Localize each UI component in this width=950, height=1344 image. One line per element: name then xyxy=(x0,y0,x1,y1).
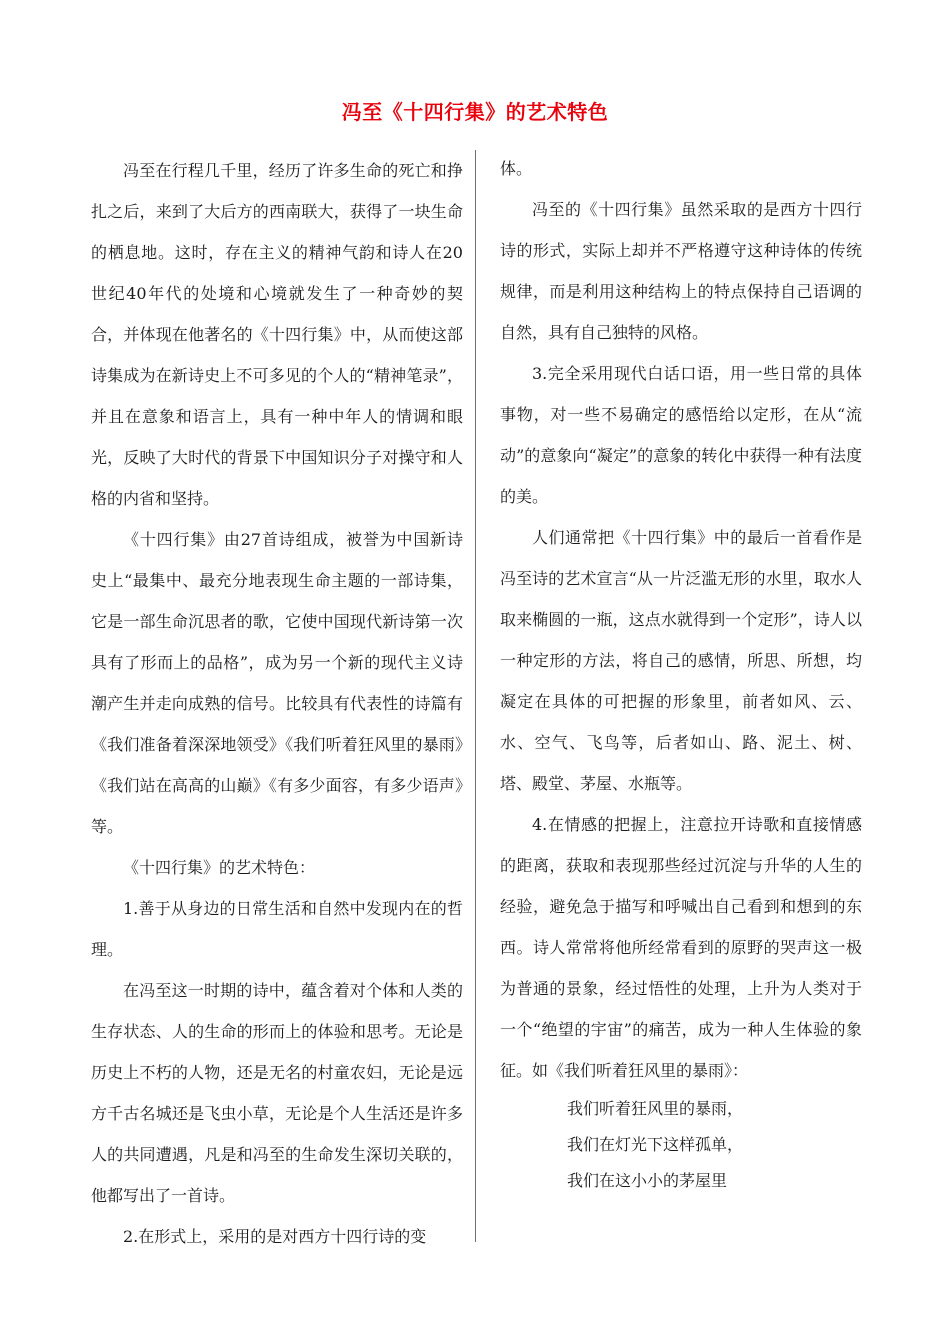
left-column xyxy=(91,150,463,1257)
verse-line-2: 我们在灯光下这样孤单， xyxy=(567,1135,744,1154)
paragraph-feature-2-start: 2.在形式上，采用的是对西方十四行诗的变 xyxy=(123,1227,427,1246)
verse-line-1: 我们听着狂风里的暴雨， xyxy=(567,1099,744,1118)
paragraph-feature-4: 4.在情感的把握上，注意拉开诗歌和直接情感的距离，获取和表现那些经过沉淀与升华的人生的经验，避免急于描写和呼喊出自己看到和想到的东西。诗人常常将他所经常看到的原野的哭声这一极为普通的景象，经过悟性的处理，上升为人类对于一个“绝望的宇宙”的痛苦，成为一种人生体验的象征。如《我们听着狂风里的暴雨》： xyxy=(500,815,862,1080)
paragraph-collection-overview: 《十四行集》由27首诗组成，被誉为中国新诗史上“最集中、最充分地表现生命主题的一部诗集，它是一部生命沉思者的歌，它使中国现代新诗第一次具有了形而上的品格”，成为另一个新的现代主义诗潮产生并走向成熟的信号。比较具有代表性的诗篇有《我们准备着深深地领受》《我们听着狂风里的暴雨》《我们站在高高的山巅》《有多少面容，有多少语声》等。 xyxy=(91,530,463,836)
column-divider xyxy=(475,150,476,1242)
paragraph-feature-2-detail: 冯至的《十四行集》虽然采取的是西方十四行诗的形式，实际上却并不严格遵守这种诗体的传统规律，而是利用这种结构上的特点保持自己语调的自然，具有自己独特的风格。 xyxy=(500,200,862,342)
paragraph-features-heading: 《十四行集》的艺术特色： xyxy=(123,858,316,877)
paragraph-feature-1-detail: 在冯至这一时期的诗中，蕴含着对个体和人类的生存状态、人的生命的形而上的体验和思考。无论是历史上不朽的人物，还是无名的村童农妇，无论是远方千古名城还是飞虫小草，无论是个人生活还是许多人的共同遭遇，凡是和冯至的生命发生深切关联的，他都写出了一首诗。 xyxy=(91,981,463,1205)
paragraph-feature-1: 1.善于从身边的日常生活和自然中发现内在的哲理。 xyxy=(91,899,463,959)
paragraph-intro: 冯至在行程几千里，经历了许多生命的死亡和挣扎之后，来到了大后方的西南联大，获得了一块生命的栖息地。这时，存在主义的精神气韵和诗人在20世纪40年代的处境和心境就发生了一种奇妙的契合，并体现在他著名的《十四行集》中，从而使这部诗集成为在新诗史上不可多见的个人的“精神笔录”，并且在意象和语言上，具有一种中年人的情调和眼光，反映了大时代的背景下中国知识分子对操守和人格的内省和坚持。 xyxy=(91,161,463,508)
verse-line-3: 我们在这小小的茅屋里 xyxy=(567,1171,728,1190)
right-column xyxy=(500,148,862,1199)
paragraph-art-manifesto: 人们通常把《十四行集》中的最后一首看作是冯至诗的艺术宣言“从一片泛滥无形的水里，取水人取来椭圆的一瓶，这点水就得到一个定形”，诗人以一种定形的方法，将自己的感情，所思、所想，均凝定在具体的可把握的形象里，前者如风、云、水、空气、飞鸟等，后者如山、路、泥土、树、塔、殿堂、茅屋、水瓶等。 xyxy=(500,528,862,793)
document-title: 冯至《十四行集》的艺术特色 xyxy=(341,100,609,124)
paragraph-feature-3: 3.完全采用现代白话口语，用一些日常的具体事物，对一些不易确定的感悟给以定形，在从“流动”的意象向“凝定”的意象的转化中获得一种有法度的美。 xyxy=(500,364,862,506)
paragraph-feature-2-end: 体。 xyxy=(500,159,533,178)
